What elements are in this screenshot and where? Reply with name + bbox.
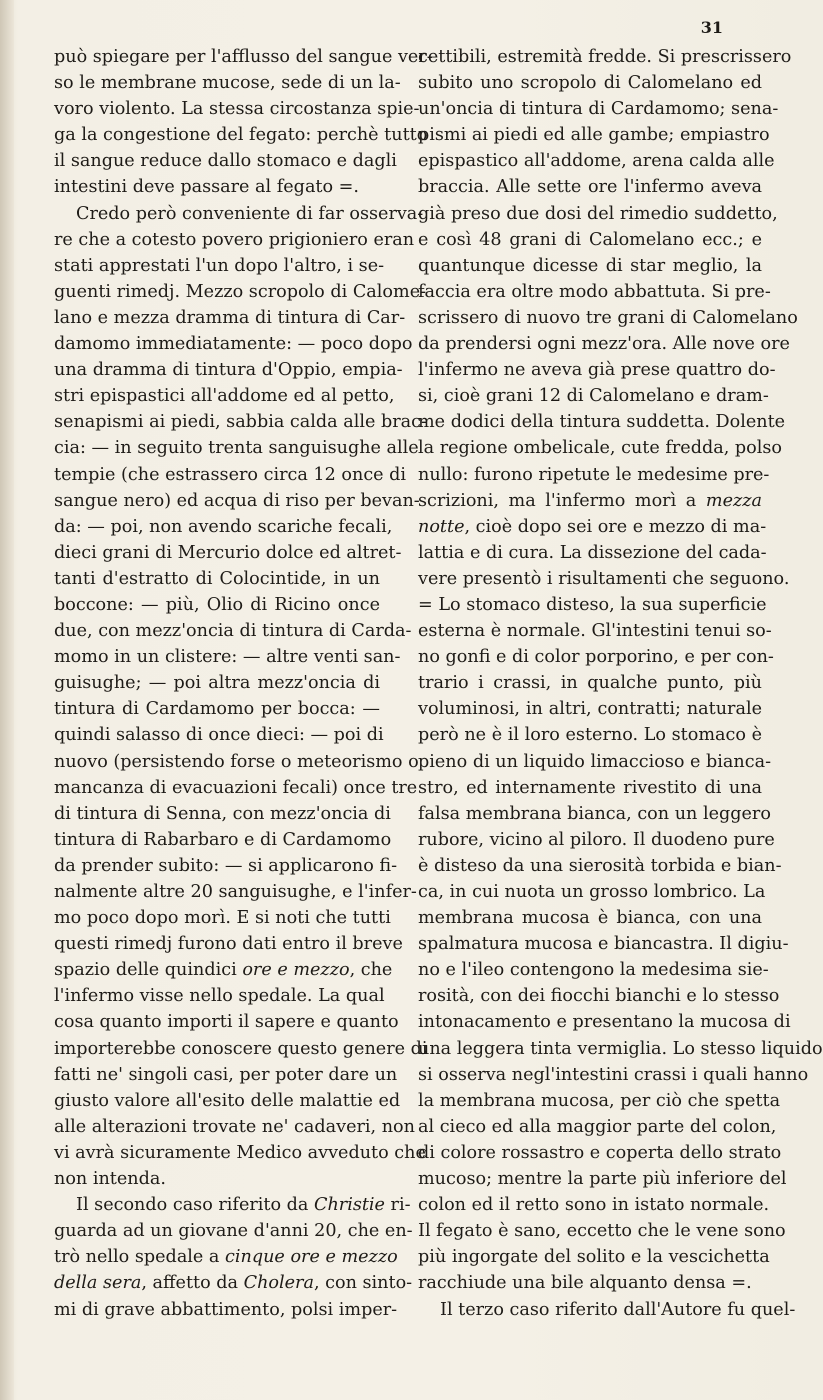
text-line: importerebbe conoscere questo genere di — [54, 1038, 428, 1059]
text-line: re che a cotesto povero prigioniero eran — [54, 229, 415, 250]
text-line: non intenda. — [54, 1169, 166, 1190]
text-line — [54, 1270, 413, 1296]
text-line: è disteso da una sierosità torbida e bian- — [418, 855, 782, 876]
text-line: la membrana mucosa, per ciò che spetta — [418, 1090, 781, 1111]
text-line: guisughe; — poi altra mezz'oncia di — [54, 673, 380, 694]
text-line: però ne è il loro esterno. Lo stomaco è — [418, 725, 762, 746]
italic-span: Cholera — [243, 1273, 314, 1294]
text-span: ri- — [384, 1195, 411, 1216]
text-line: ga la congestione del fegato: perchè tutto — [54, 125, 428, 146]
text-line: dieci grani di Mercurio dolce ed altret- — [54, 542, 402, 563]
text-span: scrizioni, ma l'infermo morì a — [418, 490, 697, 511]
text-line: nullo: furono ripetute le medesime pre- — [418, 464, 770, 485]
text-line: trario i crassi, in qualche punto, più — [418, 673, 762, 694]
text-line: tintura di Rabarbaro e di Cardamomo — [54, 829, 392, 850]
text-line: da: — poi, non avendo scariche fecali, — [54, 516, 393, 537]
text-line: due, con mezz'oncia di tintura di Carda- — [54, 621, 412, 642]
text-line: nuovo (persistendo forse o meteorismo o — [54, 751, 419, 772]
italic-span: Christie — [314, 1195, 385, 1216]
text-line: questi rimedj furono dati entro il breve — [54, 934, 403, 955]
text-line: epispastico all'addome, arena calda alle — [418, 151, 775, 172]
text-line: stri epispastici all'addome ed al petto, — [54, 386, 395, 407]
text-line: di tintura di Senna, con mezz'oncia di — [54, 803, 391, 824]
text-line: fatti ne' singoli casi, per poter dare un — [54, 1064, 398, 1085]
italic-span: notte — [418, 516, 465, 537]
text-line: spalmatura mucosa e biancastra. Il digiu- — [418, 934, 789, 955]
text-line: stro, ed internamente rivestito di una — [418, 777, 762, 798]
text-line: più ingorgate del solito e la vescichetta — [418, 1247, 770, 1268]
text-line: rosità, con dei fiocchi bianchi e lo stesso — [418, 986, 780, 1007]
text-span: , affetto da — [141, 1273, 239, 1294]
text-line: subito uno scropolo di Calomelano ed — [418, 73, 762, 94]
text-line: l'infermo ne aveva già prese quattro do- — [418, 360, 776, 381]
text-line: cia: — in seguito trenta sanguisughe alle — [54, 438, 419, 459]
text-line: sangue nero) ed acqua di riso per bevan- — [54, 490, 420, 511]
text-line: rubore, vicino al piloro. Il duodeno pure — [418, 829, 775, 850]
text-line: guarda ad un giovane d'anni 20, che en- — [54, 1221, 413, 1242]
page-binding-edge — [0, 0, 14, 1400]
text-line: falsa membrana bianca, con un leggero — [418, 803, 771, 824]
italic-span: ore e mezzo — [242, 960, 350, 981]
text-line: lattia e di cura. La dissezione del cada- — [418, 542, 767, 563]
text-line: vere presentò i risultamenti che seguono. — [418, 568, 790, 589]
italic-span: cinque ore e mezzo — [225, 1247, 398, 1268]
text-line: braccia. Alle sette ore l'infermo aveva — [418, 177, 762, 198]
text-line: mucoso; mentre la parte più inferiore del — [418, 1169, 787, 1190]
text-line: di colore rossastro e coperta dello strato — [418, 1142, 782, 1163]
text-span: spazio delle quindici — [54, 960, 237, 981]
text-line: la regione ombelicale, cute fredda, polso — [418, 438, 783, 459]
text-line: momo in un clistere: — altre venti san- — [54, 647, 401, 668]
text-line: me dodici della tintura suddetta. Dolente — [418, 412, 786, 433]
text-line: al cieco ed alla maggior parte del colon, — [418, 1116, 777, 1137]
page-number: 31 — [700, 18, 723, 37]
text-line: cosa quanto importi il sapere e quanto — [54, 1012, 399, 1033]
text-line: pieno di un liquido limaccioso e bianca- — [418, 751, 772, 772]
text-line: stati apprestati l'un dopo l'altro, i se- — [54, 255, 385, 276]
text-line: l'infermo visse nello spedale. La qual — [54, 986, 385, 1007]
text-line: colon ed il retto sono in istato normale. — [418, 1195, 770, 1216]
text-line — [54, 1192, 411, 1218]
text-line: voluminosi, in altri, contratti; naturale — [418, 699, 762, 720]
text-line: membrana mucosa è bianca, con una — [418, 908, 762, 929]
text-line: cettibili, estremità fredde. Si prescrissero — [418, 47, 792, 67]
text-line: giusto valore all'esito delle malattie ed — [54, 1090, 401, 1111]
text-line — [418, 514, 767, 540]
text-line: scrissero di nuovo tre grani di Calomelano — [418, 307, 798, 328]
text-span: Il secondo caso riferito da — [76, 1195, 309, 1216]
text-span: , con sinto- — [313, 1273, 413, 1294]
text-line: mo poco dopo morì. E si noti che tutti — [54, 908, 391, 929]
text-line: voro violento. La stessa circostanza spie- — [54, 99, 420, 120]
text-line — [54, 957, 393, 983]
text-line: senapismi ai piedi, sabbia calda alle brac- — [54, 412, 427, 433]
text-line: intonacamento e presentano la mucosa di — [418, 1012, 791, 1033]
text-line: ca, in cui nuota un grosso lombrico. La — [418, 882, 766, 902]
text-line: mancanza di evacuazioni fecali) once tre — [54, 777, 418, 798]
text-span: trò nello spedale a — [54, 1247, 220, 1268]
text-line: può spiegare per l'afflusso del sangue ver- — [54, 47, 433, 67]
italic-span: della sera — [54, 1273, 142, 1294]
right-text-column — [418, 44, 823, 1323]
text-line: damomo immediatamente: — poco dopo — [54, 334, 413, 355]
text-line: il sangue reduce dallo stomaco e dagli — [54, 151, 397, 172]
text-line: tintura di Cardamomo per bocca: — — [54, 699, 380, 720]
text-line: esterna è normale. Gl'intestini tenui so- — [418, 621, 772, 642]
text-line: tanti d'estratto di Colocintide, in un — [54, 568, 380, 589]
italic-span: mezza — [705, 490, 763, 511]
text-line: nalmente altre 20 sanguisughe, e l'infer- — [54, 882, 417, 902]
text-line: = Lo stomaco disteso, la sua superficie — [418, 594, 767, 615]
text-line: racchiude una bile alquanto densa =. — [418, 1273, 752, 1294]
text-line: pismi ai piedi ed alle gambe; empiastro — [418, 125, 770, 146]
text-line: vi avrà sicuramente Medico avveduto che — [54, 1142, 426, 1163]
text-line: quantunque dicesse di star meglio, la — [418, 255, 762, 276]
text-line: alle alterazioni trovate ne' cadaveri, non — [54, 1116, 415, 1137]
text-line: lano e mezza dramma di tintura di Car- — [54, 307, 406, 328]
text-span: , cioè dopo sei ore e mezzo di ma- — [464, 516, 767, 537]
text-line: tempie (che estrassero circa 12 once di — [54, 464, 407, 485]
text-line: si, cioè grani 12 di Calomelano e dram- — [418, 386, 769, 407]
text-line: una dramma di tintura d'Oppio, empia- — [54, 360, 403, 381]
text-line: boccone: — più, Olio di Ricino once — [54, 594, 380, 615]
text-line: un'oncia di tintura di Cardamomo; sena- — [418, 99, 779, 120]
text-line: mi di grave abbattimento, polsi imper- — [54, 1299, 398, 1320]
text-line: Il terzo caso riferito dall'Autore fu quel- — [440, 1299, 796, 1320]
text-span: , che — [349, 960, 393, 981]
text-line: guenti rimedj. Mezzo scropolo di Calome- — [54, 281, 427, 302]
text-line — [54, 1244, 398, 1270]
text-line: Credo però conveniente di far osserva- — [76, 203, 424, 224]
text-line: faccia era oltre modo abbattuta. Si pre- — [418, 281, 771, 302]
text-line: Il fegato è sano, eccetto che le vene sono — [418, 1221, 786, 1242]
text-line: una leggera tinta vermiglia. Lo stesso liquido — [418, 1038, 823, 1059]
text-line: da prender subito: — si applicarono fi- — [54, 855, 398, 876]
text-line: intestini deve passare al fegato =. — [54, 177, 360, 198]
text-line: già preso due dosi del rimedio suddetto, — [418, 203, 778, 224]
text-line: no gonfi e di color porporino, e per con- — [418, 647, 774, 668]
text-line: si osserva negl'intestini crassi i quali hanno — [418, 1064, 809, 1085]
left-text-column — [54, 44, 433, 1323]
text-line: e così 48 grani di Calomelano ecc.; e — [418, 229, 762, 250]
text-line: no e l'ileo contengono la medesima sie- — [418, 960, 769, 981]
text-line — [418, 488, 762, 514]
text-line: da prendersi ogni mezz'ora. Alle nove ore — [418, 334, 790, 355]
text-line: so le membrane mucose, sede di un la- — [54, 73, 401, 94]
text-line: quindi salasso di once dieci: — poi di — [54, 725, 384, 746]
